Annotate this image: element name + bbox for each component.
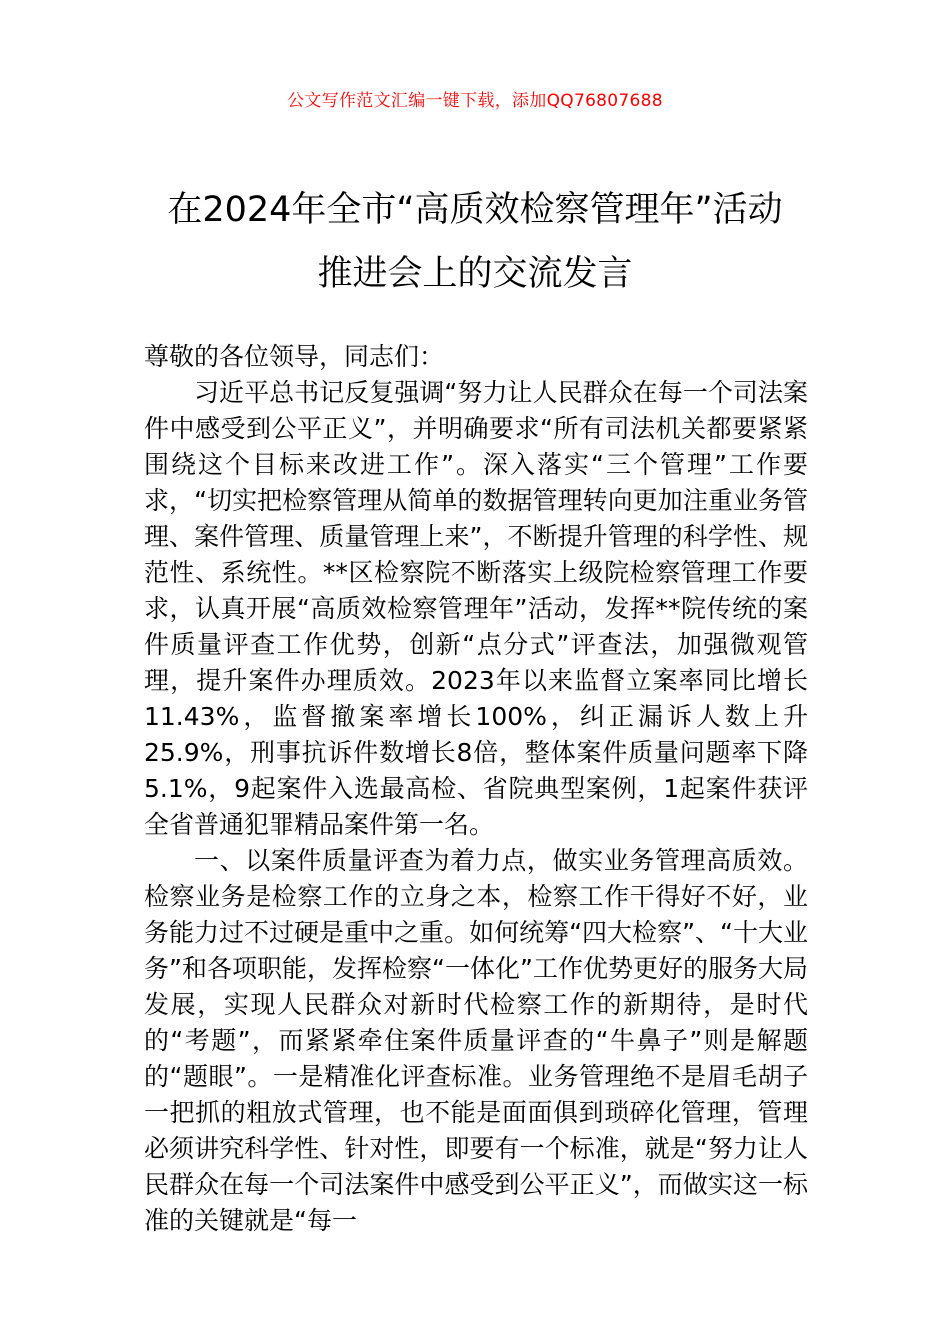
salutation: 尊敬的各位领导，同志们： <box>144 342 445 371</box>
watermark-text: 公文写作范文汇编一键下载，添加QQ76807688 <box>287 91 663 111</box>
paragraph-intro: 习近平总书记反复强调“努力让人民群众在每一个司法案件中感受到公平正义”，并明确要求“所有司法机关都要紧紧围绕这个目标来改进工作”。深入落实“三个管理”工作要求，“切实把检察管理从简单的数据管理转向更加注重业务管理、案件管理、质量管理上来”，不断提升管理的科学性、规范性、系统性。**区检察院不断落实上级院检察管理工作要求，认真开展“高质效检察管理年”活动，发挥**院传统的案件质量评查工作优势，创新“点分式”评查法，加强微观管理，提升案件办理质效。2023年以来监督立案率同比增长11.43%，监督撤案率增长100%，纠正漏诉人数上升25.9%，刑事抗诉件数增长8倍，整体案件质量问题率下降5.1%，9起案件入选最高检、省院典型案例，1起案件获评全省普通犯罪精品案件第一名。 <box>144 378 808 839</box>
paragraph-section-one: 一、以案件质量评查为着力点，做实业务管理高质效。检察业务是检察工作的立身之本，检察工作干得好不好，业务能力过不过硬是重中之重。如何统筹“四大检察”、“十大业务”和各项职能，发挥检察“一体化”工作优势更好的服务大局发展，实现人民群众对新时代检察工作的新期待，是时代的“考题”，而紧紧牵住案件质量评查的“牛鼻子”则是解题的“题眼”。一是精准化评查标准。业务管理绝不是眉毛胡子一把抓的粗放式管理，也不能是面面俱到琐碎化管理，管理必须讲究科学性、针对性，即要有一个标准，就是“努力让人民群众在每一个司法案件中感受到公平正义”，而做实这一标准的关键就是“每一 <box>144 846 808 1235</box>
document-title: 在2024年全市“高质效检察管理年”活动 推进会上的交流发言 <box>167 190 783 294</box>
document-body <box>144 339 808 1239</box>
